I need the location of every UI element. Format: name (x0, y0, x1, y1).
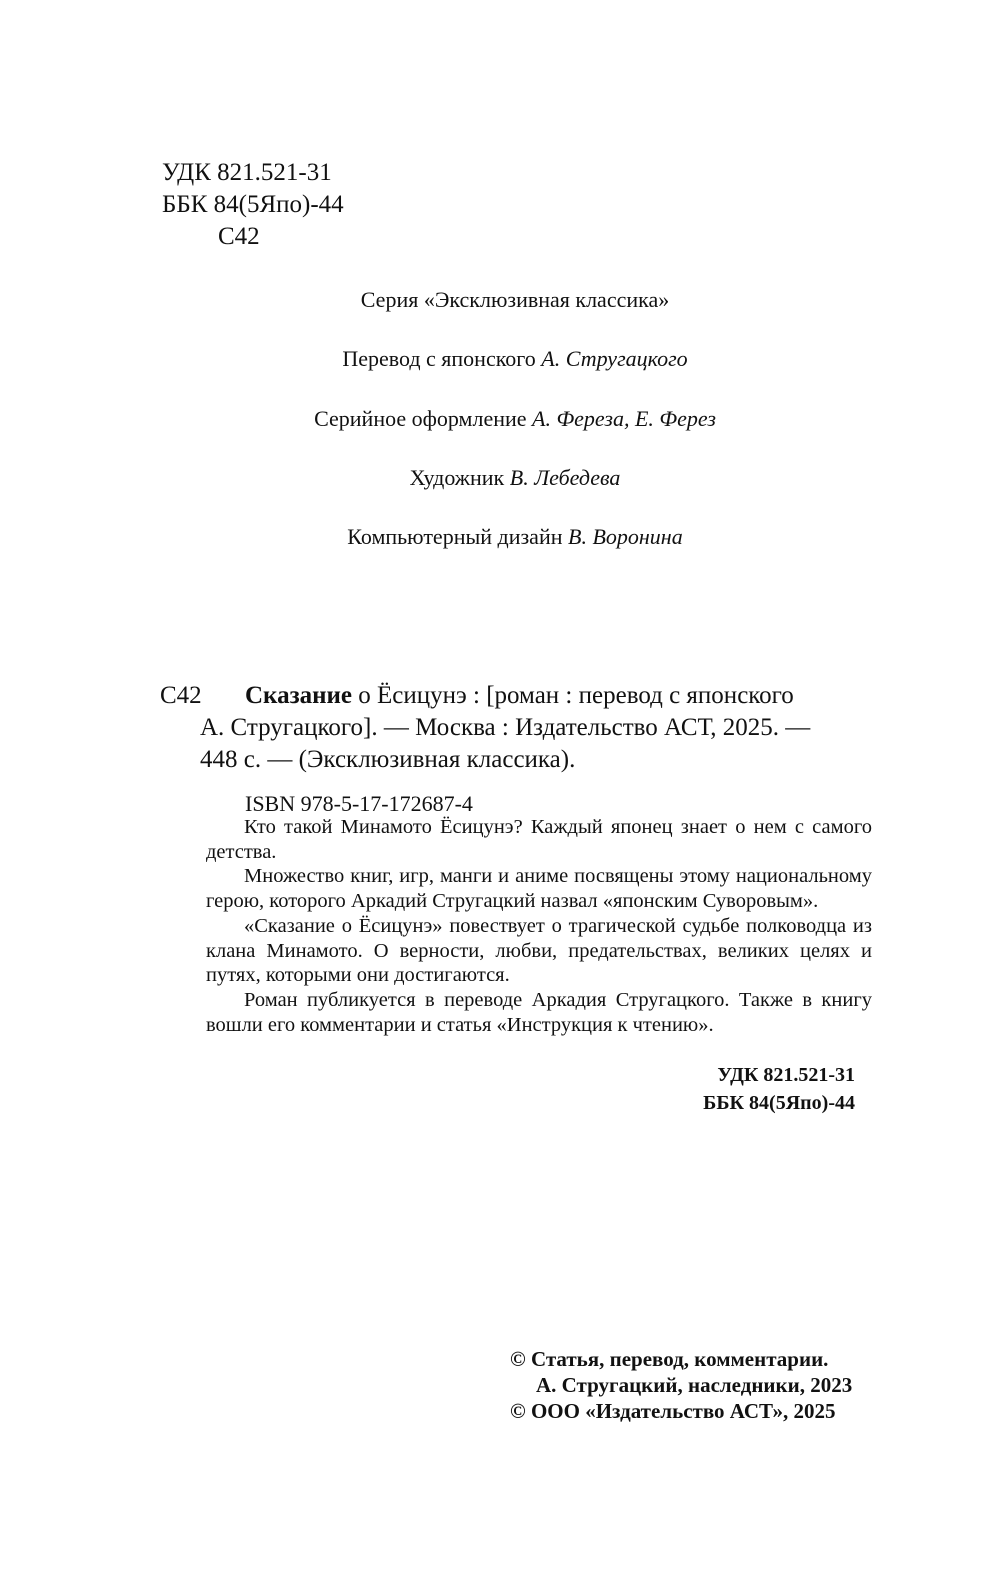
computer-design-credit (0, 523, 1000, 551)
bib-line-3: 448 с. — (Эксклюзивная классика). (200, 746, 576, 773)
bib-title-rest: о Ёсицунэ : [роман : перевод с японского (352, 682, 794, 709)
bib-title: Сказание (245, 682, 353, 709)
series-prefix: Серия (360, 287, 424, 312)
computer-designer-name: В. Воронина (568, 524, 683, 549)
design-prefix: Серийное оформление (314, 406, 533, 431)
bib-line-1 (245, 680, 875, 712)
artist-credit (0, 464, 1000, 492)
annotation (206, 815, 872, 1037)
artist-prefix: Художник (409, 465, 510, 490)
isbn: ISBN 978-5-17-172687-4 (245, 791, 473, 816)
udk-code: УДК 821.521-31 (162, 159, 332, 186)
index-udk: УДК 821.521-31 (717, 1064, 855, 1086)
bib-record (200, 680, 875, 776)
series-credit (0, 286, 1000, 314)
bib-author-mark: С42 (160, 682, 202, 709)
bib-line-2: А. Стругацкого]. — Москва : Издательство АСТ, 2025. — (200, 714, 811, 741)
artist-name: В. Лебедева (509, 465, 621, 490)
copyright-line-2: А. Стругацкий, наследники, 2023 (536, 1373, 853, 1397)
bbk-code: ББК 84(5Япо)-44 (162, 191, 344, 218)
annotation-paragraph: Роман публикуется в переводе Аркадия Стругацкого. Также в книгу вошли его комментарии и статья «Инструкция к чтению». (206, 988, 872, 1036)
translator-name: А. Стругацкого (541, 346, 688, 371)
copyright-line-1: © Статья, перевод, комментарии. (510, 1347, 829, 1371)
series-name: «Эксклюзивная классика» (423, 287, 670, 312)
annotation-paragraph: Множество книг, игр, манги и аниме посвящены этому национальному герою, которого Аркадий Стругацкий назвал «японским Суворовым». (206, 865, 872, 913)
translation-prefix: Перевод с японского (342, 346, 542, 371)
computer-design-prefix: Компьютерный дизайн (347, 524, 568, 549)
annotation-paragraph: Кто такой Минамото Ёсицунэ? Каждый японец знает о нем с самого детства. (206, 816, 872, 863)
design-credit (0, 405, 1000, 433)
annotation-paragraph: «Сказание о Ёсицунэ» повествует о трагической судьбе полководца из клана Минамото. О верности, любви, предательствах, великих целях и путях, которыми они достигаются. (206, 914, 872, 987)
author-mark: С42 (218, 223, 260, 250)
translation-credit (0, 345, 1000, 373)
index-bbk: ББК 84(5Япо)-44 (703, 1092, 855, 1114)
copyright-line-3: © ООО «Издательство АСТ», 2025 (510, 1399, 836, 1423)
designer-names: А. Фереза, Е. Ферез (532, 406, 716, 431)
